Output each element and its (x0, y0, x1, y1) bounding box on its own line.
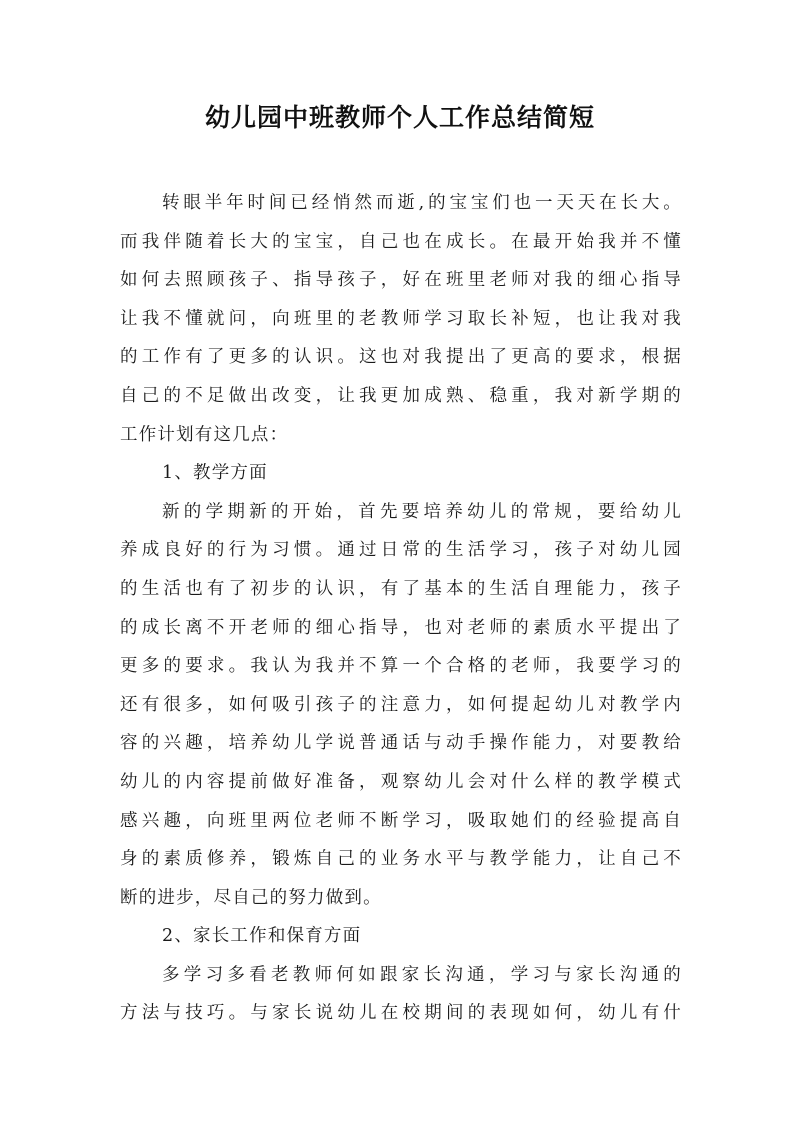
body-text-line: 幼儿的内容提前做好准备，观察幼儿会对什么样的教学模式 (120, 771, 682, 792)
body-text-line: 新的学期新的开始，首先要培养幼儿的常规，要给幼儿 (162, 501, 682, 522)
body-text-line: 工作计划有这几点： (120, 424, 289, 445)
body-text-line: 感兴趣，向班里两位老师不断学习，吸取她们的经验提高自 (120, 810, 682, 831)
body-text-line: 更多的要求。我认为我并不算一个合格的老师，我要学习的 (120, 656, 682, 677)
body-text-line: 还有很多，如何吸引孩子的注意力，如何提起幼儿对教学内 (120, 694, 682, 715)
body-text-line: 断的进步，尽自己的努力做到。 (120, 887, 382, 908)
body-text-line: 多学习多看老教师何如跟家长沟通，学习与家长沟通的 (162, 964, 682, 985)
body-text-line: 的工作有了更多的认识。这也对我提出了更高的要求，根据 (120, 347, 682, 368)
body-text-line: 而我伴随着长大的宝宝，自己也在成长。在最开始我并不懂 (120, 231, 682, 252)
body-text-line: 养成良好的行为习惯。通过日常的生活学习，孩子对幼儿园 (120, 540, 682, 561)
body-text-line: 自己的不足做出改变，让我更加成熟、稳重，我对新学期的 (120, 385, 682, 406)
body-text-line: 让我不懂就问，向班里的老教师学习取长补短，也让我对我 (120, 308, 682, 329)
document-body (120, 184, 682, 1033)
body-text-line: 1、教学方面 (162, 463, 268, 484)
body-text-line: 的成长离不开老师的细心指导，也对老师的素质水平提出了 (120, 617, 682, 638)
body-text-line: 2、家长工作和保育方面 (162, 926, 362, 947)
body-text-line: 转眼半年时间已经悄然而逝,的宝宝们也一天天在长大。 (162, 193, 682, 213)
document-title: 幼儿园中班教师个人工作总结简短 (204, 103, 595, 132)
body-text-line: 的生活也有了初步的认识，有了基本的生活自理能力，孩子 (120, 578, 682, 599)
body-text-line: 方法与技巧。与家长说幼儿在校期间的表现如何，幼儿有什 (120, 1003, 682, 1024)
body-text-line: 如何去照顾孩子、指导孩子，好在班里老师对我的细心指导 (120, 270, 682, 291)
body-text-line: 身的素质修养，锻炼自己的业务水平与教学能力，让自己不 (120, 849, 682, 870)
body-text-line: 容的兴趣，培养幼儿学说普通话与动手操作能力，对要教给 (120, 733, 682, 754)
